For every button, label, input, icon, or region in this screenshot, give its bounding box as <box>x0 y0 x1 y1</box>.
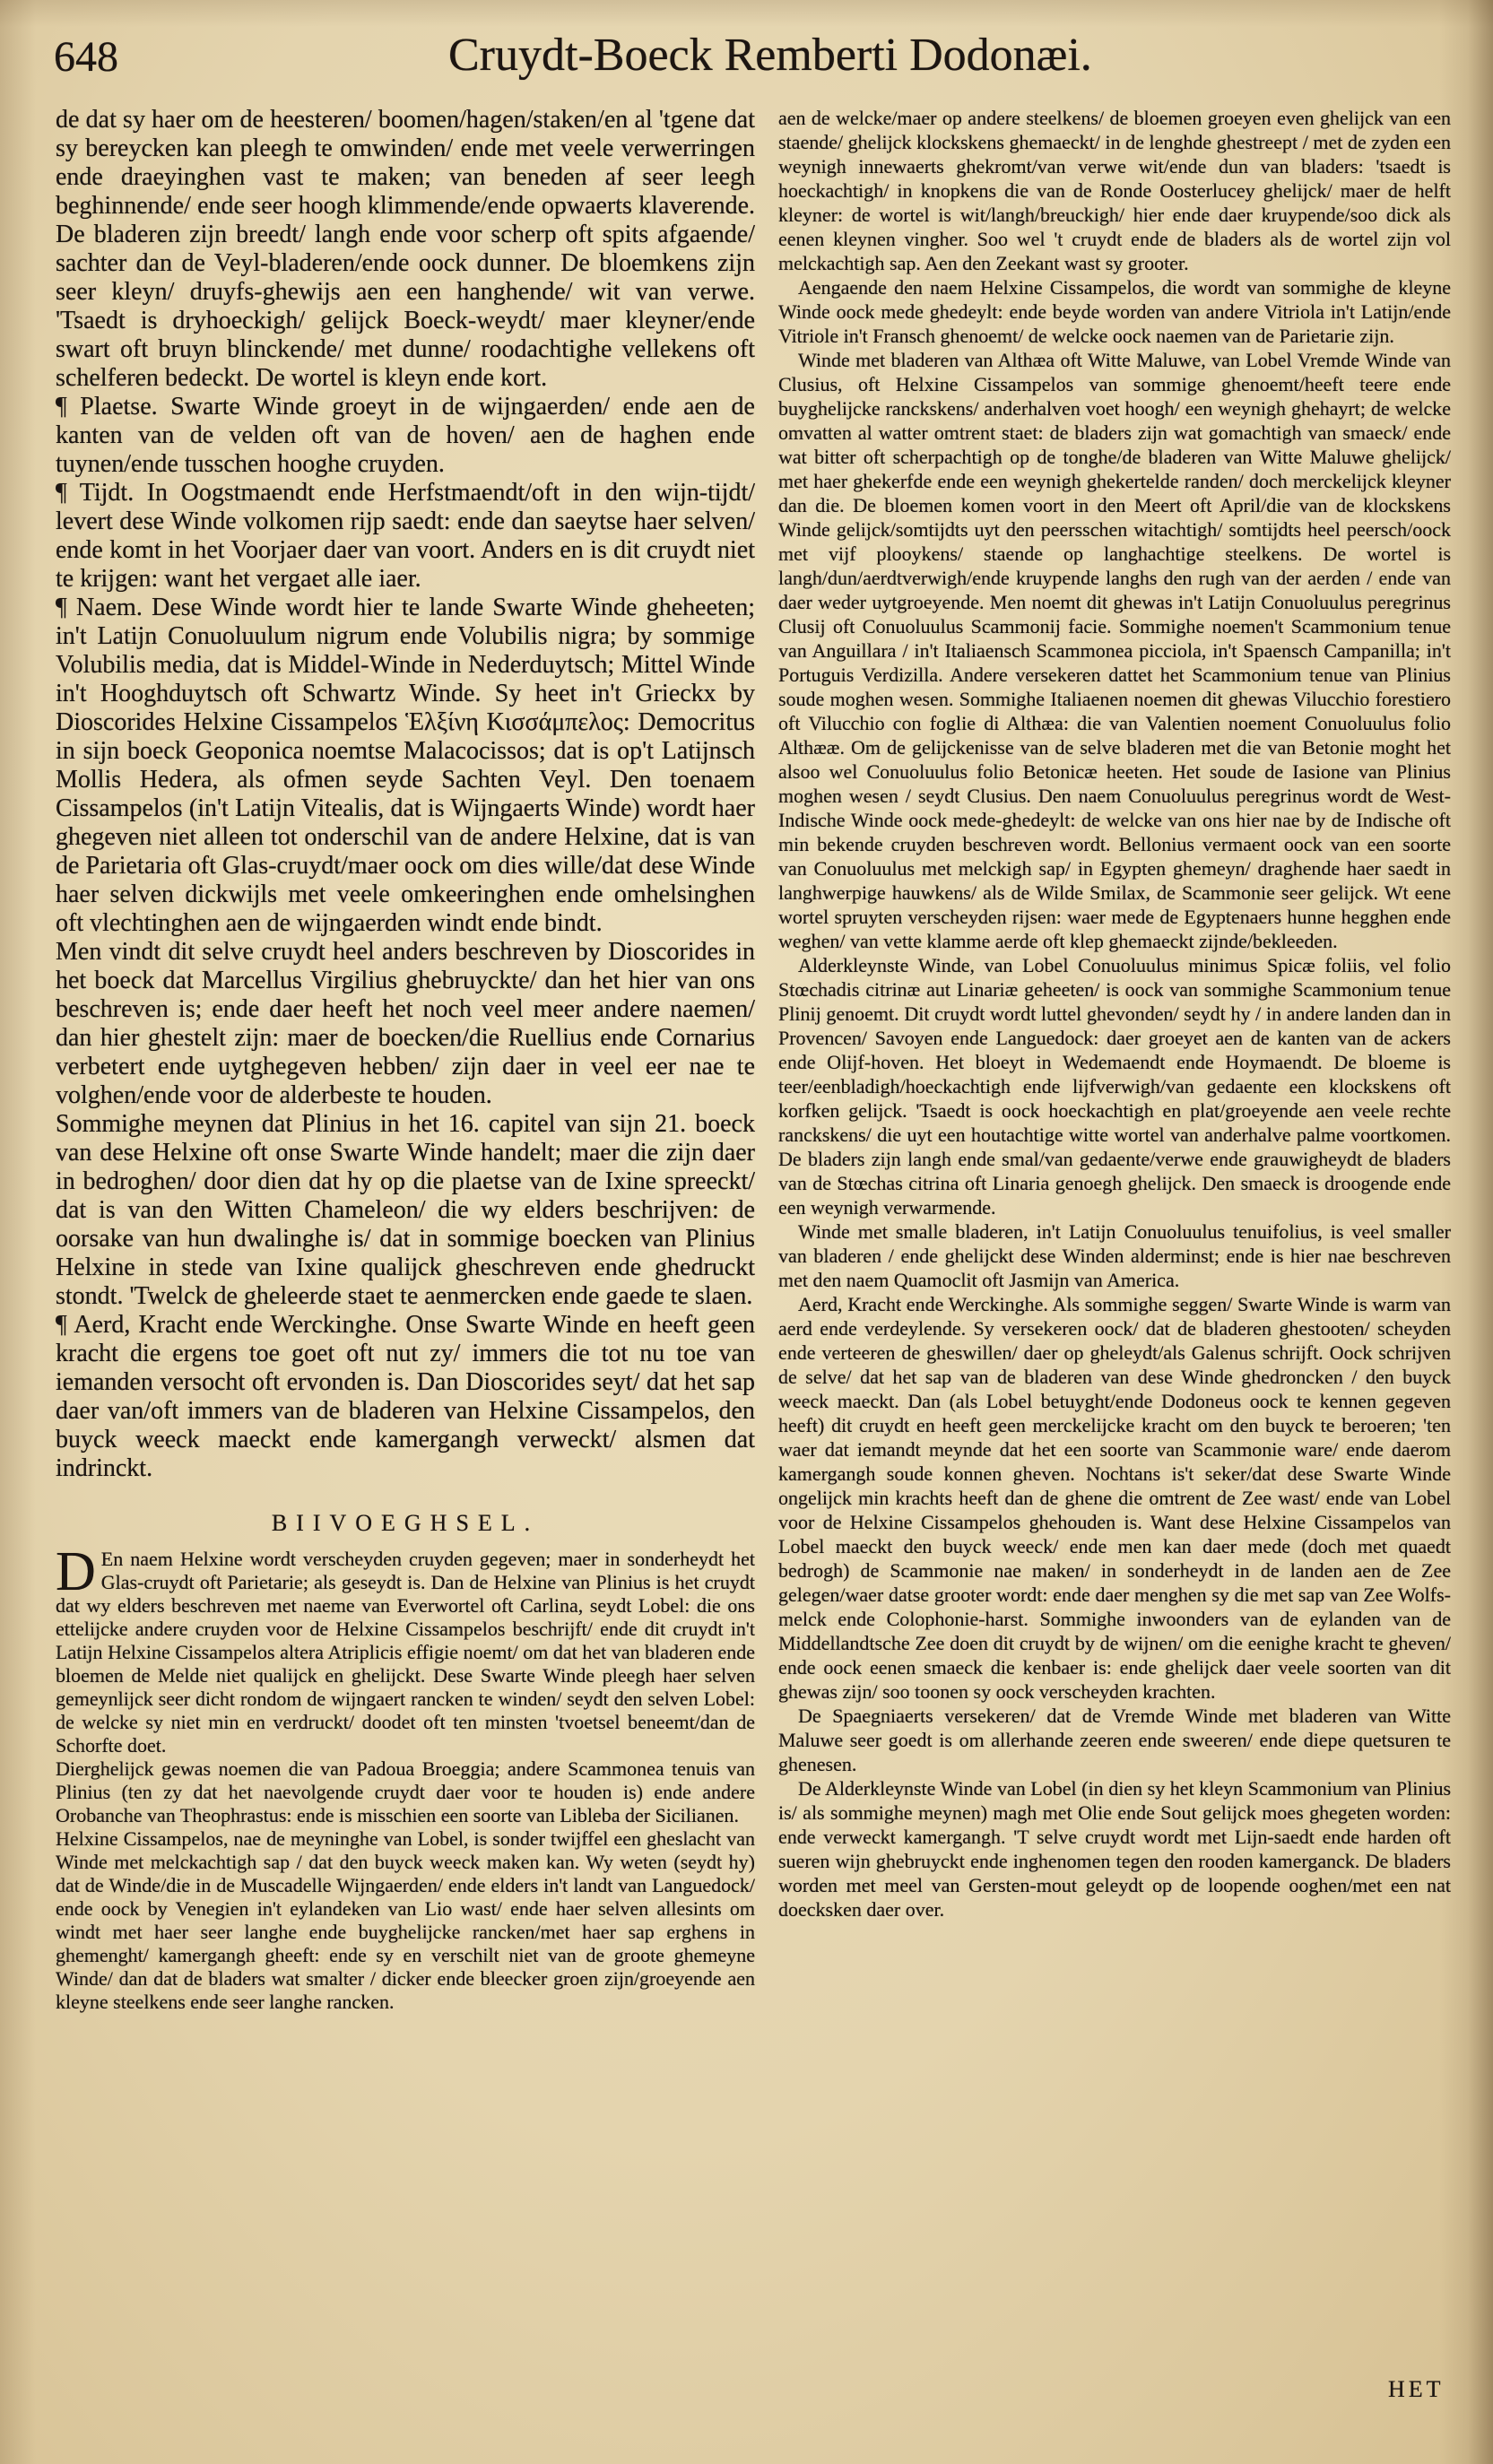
text-paragraph: de dat sy haer om de heesteren/ boomen/hagen/staken/en al 'tgene dat sy bereycken kan pleegh te omwinden/ ende met veele verwerringen ende draeyinghen vast te maken; van beneden af seer leegh beghinnende/ ende seer hoogh klimmende/ende opwaerts klaverende. De bladeren zijn breedt/ langh ende voor scherp oft spits afgaende/ sachter dan de Veyl-bladeren/ende oock dunner. De bloemkens zijn seer kleyn/ druyfs-ghewijs aen een hanghende/ wit van verwe. 'Tsaedt is dryhoeckigh/ gelijck Boeck-weydt/ maer kleyner/ende swart oft bruyn blinckende/ met dunne/ roodachtighe vellekens oft schelferen bedeckt. De wortel is kleyn ende kort. <box>56 106 755 392</box>
text-paragraph-aerd-kracht: Aerd, Kracht ende Werckinghe. Als sommighe seggen/ Swarte Winde is warm van aerd ende verdeylende. Sy versekeren oock/ dat de bladeren ghestooten/ scheyden ende verteeren de gheswillen/ daer op gheleydt/als Galenus schrijft. Oock schrijven de selve/ dat het sap van de bladeren van dese Winde ghedroncken / den buyck weeck maeckt. Dan (als Lobel betuyght/ende Dodoneus oock te kennen gegeven heeft) dit cruydt en heeft geen merckelijcke kracht om den buyck te beroeren; 'ten waer dat iemandt meynde dat het een soorte van Scammonie ware/ ende daerom kamergangh soude konnen gheven. Nochtans is't seker/dat dese Swarte Winde ongelijck min krachts heeft dan de ghene die omtrent de Zee wast/ ende van Lobel voor de Helxine Cissampelos ghehouden is. Want dese Helxine Cissampelos van Lobel maeckt den buyck weeck/ ende men kan daer mede (doch met quaedt bedrogh) de Scammonie nae maken/ in sonderheydt in de landen aen de Zee gelegen/waer datse grooter wordt: ende daer menghen sy die met sap van Zee Wolfs-melck ende Colophonie-harst. Sommighe inwoonders van de eylanden van de Middellandtsche Zee doen dit cruydt by de wijnen/ om die eenighe kracht te gheven/ ende oock eenen smaeck die kenbaer is: ende ghelijck daer veele soorten van dit ghewas zijn/ soo toonen sy oock verscheyden krachten. <box>778 1293 1451 1703</box>
text-paragraph-plaetse: ¶ Plaetse. Swarte Winde groeyt in de wijngaerden/ ende aen de kanten van de velden oft van de hoven/ aen de haghen ende tuynen/ende tusschen hooghe cruyden. <box>56 393 755 478</box>
text-paragraph: Winde met smalle bladeren, in't Latijn Conuoluulus tenuifolius, is veel smaller van bladeren / ende ghelijckt dese Winden alderminst; ende is hier nae beschreven met den naem Quamoclit oft Jasmijn van America. <box>778 1220 1451 1291</box>
addition-paragraph: Helxine Cissampelos, nae de meyninghe van Lobel, is sonder twijffel een gheslacht van Winde met melckachtigh sap / dat den buyck weeck maken kan. Wy weten (seydt hy) dat de Winde/die in de Muscadelle Wijngaerden/ ende elders in't landt van Languedock/ ende oock by Venegien in't eylandeken van Lio wast/ ende haer selven allesints om windt met haer seer langhe ende buyghelijcke rancken/met haer sap erghens in ghemenght/ kamergangh gheeft: ende sy en verschilt niet van de groote ghemeyne Winde/ dan dat de bladers wat smalter / dicker ende bleecker groen zijn/groeyende aen kleyne steelkens ende seer langhe rancken. <box>56 1827 755 2013</box>
text-paragraph-aerd-kracht: ¶ Aerd, Kracht ende Werckinghe. Onse Swarte Winde en heeft geen kracht die ergens toe goet oft nut zy/ immers die tot nu toe van iemanden versocht oft ervonden is. Dan Dioscorides seyt/ dat het sap daer van/oft immers van de bladeren van Helxine Cissampelos, den buyck weeck maeckt ende kamergangh verweckt/ alsmen dat indrinckt. <box>56 1311 755 1482</box>
running-title: Cruydt-Boeck Remberti Dodonæi. <box>448 30 1092 81</box>
catchword: HET <box>1388 2376 1445 2402</box>
text-paragraph-naem: ¶ Naem. Dese Winde wordt hier te lande Swarte Winde gheheeten; in't Latijn Conuoluulum nigrum ende Volubilis nigra; by sommige Volubilis media, dat is Middel-Winde in Nederduytsch; Mittel Winde in't Hooghduytsch oft Schwartz Winde. Sy heet in't Grieckx by Dioscorides Helxine Cissampelos Ἑλξίνη Κισσάμπελος: Democritus in sijn boeck Geoponica noemtse Malacocissos; dat is op't Latijnsch Mollis Hedera, als ofmen seyde Sachten Veyl. Den toenaem Cissampelos (in't Latijn Vitealis, dat is Wijngaerts Winde) wordt haer ghegeven niet alleen tot onderschil van de andere Helxine, dat is van de Parietaria oft Glas-cruydt/maer oock om dies wille/dat dese Winde haer selven dickwijls met veele omkeeringhen ende omhelsinghen oft vlechtinghen aen de wijngaerden windt ende bindt. <box>56 594 755 937</box>
text-paragraph: De Spaegniaerts versekeren/ dat de Vremde Winde met bladeren van Witte Maluwe seer goedt is om allerhande zeeren ende sweeren/ ende diepe quetsuren te ghenesen. <box>778 1705 1451 1775</box>
text-paragraph: Aengaende den naem Helxine Cissampelos, die wordt van sommighe de kleyne Winde oock mede ghedeylt: ende beyde worden van andere Vitriola in't Latijn/ende Vitriole in't Fransch ghenoemt/ de welcke oock naemen van de Parietarie zijn. <box>778 276 1451 347</box>
addition-paragraph: Dierghelijck gewas noemen die van Padoua Broeggia; andere Scammonea tenuis van Plinius (ten zy dat het naevolgende cruydt daer voor te houden is) ende andere Orobanche van Theophrastus: ende is misschien een soorte van Libleba der Sicilianen. <box>56 1757 755 1826</box>
right-column <box>778 106 1451 1922</box>
text-paragraph: Sommighe meynen dat Plinius in het 16. capitel van sijn 21. boeck van dese Helxine oft onse Swarte Winde handelt; maer die zijn daer in bedroghen/ door dien dat hy op die plaetse van de Ixine spreeckt/ dat is van den Witten Chameleon/ die wy elders beschrijven: de oorsake van hun dwalinghe is/ dat in sommige boecken van Plinius Helxine in stede van Ixine qualijck gheschreven ende ghedruckt stondt. 'Twelck de gheleerde staet te aenmercken ende gaede te slaen. <box>56 1110 755 1310</box>
left-column <box>56 106 755 2014</box>
text-paragraph: Winde met bladeren van Althæa oft Witte Maluwe, van Lobel Vremde Winde van Clusius, oft Helxine Cissampelos van sommige ghenoemt/heeft teere ende buyghelijcke ranckskens/ anderhalven voet hoogh/ een weynigh ghehayrt; de welcke omvatten al watter omtrent staet: de bladers zijn wat gomachtigh van smaeck/ ende wat bitter oft scherpachtigh op de tonghe/de bladeren van Witte Maluwe ghelijck/ met haer ghekerfde ende een weynigh ghekertelde randen/ doch merckelijck kleyner dan die. De bloemen komen voort in den Meert oft April/die van de klockskens Winde gelijck/somtijdts uyt den peersschen witachtigh/ somtijdts heel peersch/oock met vijf plooykens/ staende op langhachtige steelkens. De wortel is langh/dun/aerdtverwigh/ende kruypende langhs den rugh van der aerden / ende van daer weder uytgroeyende. Men noemt dit ghewas in't Latijn Conuoluulus peregrinus Clusij oft Conuoluulus Scammonij facie. Sommighe noemen't Scammonium tenue van Anguillara / in't Italiaensch Scammonea picciola, in't Spaensch Campanilla; in't Portuguis Verdizilla. Andere versekeren dattet het Scammonium tenue van Plinius soude moghen wesen. Sommighe Italiaenen noemen dit ghewas Vilucchio forestiero oft Vilucchio con foglie di Althæa: die van Valentien noement Conuoluulus folio Althææ. Om de gelijckenisse van de selve bladeren met die van Betonie moght het alsoo wel Conuoluulus folio Betonicæ heeten. Het soude de Iasione van Plinius moghen wesen / seydt Clusius. Den naem Conuoluulus peregrinus wordt de West-Indische Winde oock mede-ghedeylt: de welcke van ons hier nae by de Indische oft min bekende cruyden beschreven wordt. Bellonius vermaent oock van een soorte van Conuoluulus met melckigh sap/ in Egypten ghemeyn/ draghende haer saedt in langhwerpige hauwkens/ als de Wilde Smilax, de Scammonie seer gelijck. Wt eene wortel spruyten verscheyden rijsen: waer mede de Egyptenaers hunne hegghen ende weghen/ van vette klamme aerde oft klep ghemaeckt zijnde/bekleeden. <box>778 349 1451 952</box>
section-heading: BIIVOEGHSEL. <box>271 1510 540 1536</box>
addition-paragraph: DEn naem Helxine wordt verscheyden cruyden gegeven; maer in sonderheydt het Glas-cruydt oft Parietarie; als geseydt is. Dan de Helxine van Plinius is het cruydt dat wy elders beschreven met naeme van Everwortel oft Carlina, seydt Lobel: die ons ettelijcke andere cruyden voor de Helxine Cissampelos beschrijft/ ende dit cruydt in't Latijn Helxine Cissampelos altera Atriplicis effigie noemt/ om dat het van bladeren ende bloemen de Melde niet qualijck en ghelijckt. Dese Swarte Winde pleegh haer selven gemeynlijck seer dicht rondom de wijngaert rancken te winden/ seydt den selven Lobel: de welcke sy niet min en verdruckt/ doodet oft ten minsten 'tvoetsel beneemt/dan de Schorfte doet. <box>56 1541 755 1757</box>
page-number: 648 <box>54 33 118 81</box>
text-paragraph: Alderkleynste Winde, van Lobel Conuoluulus minimus Spicæ foliis, vel folio Stœchadis citrinæ aut Linariæ geheeten/ is oock van sommighe Scammonium tenue Plinij genoemt. Dit cruydt wordt luttel ghevonden/ seydt hy / in andere landen dan in Provencen/ Savoyen ende Languedock: daer groeyet aen de kanten van de ackers ende Olijf-hoven. Het bloeyt in Wedemaendt ende Hoymaendt. De bloeme is teer/eenbladigh/hoeckachtigh ende lijfverwigh/van gedaente een klockskens oft korfken gelijck. 'Tsaedt is oock hoeckachtigh en plat/groeyende aen veele rechte ranckskens/ die uyt een houtachtige witte wortel van anderhalve palme voortkomen. De bladers zijn langh ende smal/van gedaente/verwe ende grauwigheydt de bladers van de Stœchas citrina oft Linaria genoegh ghelijck. Den smaeck is droogende ende een weynigh verwarmende. <box>778 954 1451 1219</box>
text-paragraph: De Alderkleynste Winde van Lobel (in dien sy het kleyn Scammonium van Plinius is/ als sommighe meynen) magh met Olie ende Sout gelijck moes ghegeten worden: ende verweckt kamergangh. 'T selve cruydt wordt met Lijn-saedt ende harden oft sueren wijn ghebruyckt ende inghenomen tegen den rooden kamerganck. De bladers worden met meel van Gersten-mout geleydt op de loopende ooghen/met een nat doecksken daer over. <box>778 1777 1451 1921</box>
text-paragraph: Men vindt dit selve cruydt heel anders beschreven by Dioscorides in het boeck dat Marcellus Virgilius ghebruyckte/ dan het hier van ons beschreven is; ende daer heeft het noch veel meer andere naemen/ dan hier ghestelt zijn: maer de boecken/die Ruellius ende Cornarius verbetert ende uytghegeven hebben/ zijn daer in veel eer nae te volghen/ende voor de alderbeste te houden. <box>56 938 755 1109</box>
text-paragraph-tijdt: ¶ Tijdt. In Oogstmaendt ende Herfstmaendt/oft in den wijn-tijdt/ levert dese Winde volkomen rijp saedt: ende dan saeytse haer selven/ ende komt in het Voorjaer daer van voort. Anders en is dit cruydt niet te krijgen: want het vergaet alle iaer. <box>56 479 755 593</box>
text-paragraph: aen de welcke/maer op andere steelkens/ de bloemen groeyen even ghelijck van een staende/ ghelijck klockskens ghemaeckt/ in de lenghde ghestreept / met de zyden een weynigh innewaerts ghekromt/van verwe wit/ende dun van bladers: 'tsaedt is hoeckachtigh/ in knopkens die van de Ronde Oosterlucey ghelijck/ maer de helft kleyner: de wortel is wit/langh/breuckigh/ hier ende daer kruypende/soo dick als eenen kleynen vingher. Soo wel 't cruydt ende de bladers als de wortel zijn vol melckachtigh sap. Aen den Zeekant wast sy grooter. <box>778 107 1451 274</box>
